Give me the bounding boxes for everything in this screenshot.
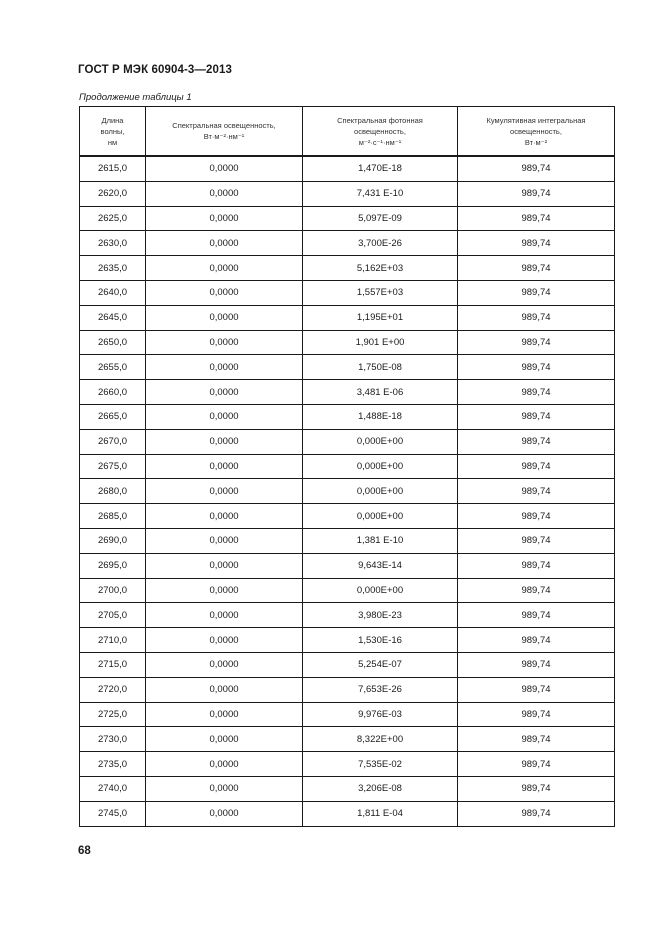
- cell-cumulative-irradiance: 989,74: [458, 355, 615, 380]
- table-row: [80, 727, 615, 752]
- cell-wavelength: 2615,0: [80, 156, 146, 181]
- cell-cumulative-irradiance: 989,74: [458, 528, 615, 553]
- cell-cumulative-irradiance: 989,74: [458, 553, 615, 578]
- cell-photon-irradiance: 9,643Е-14: [303, 553, 458, 578]
- cell-spectral-irradiance: 0,0000: [146, 702, 303, 727]
- cell-spectral-irradiance: 0,0000: [146, 553, 303, 578]
- cell-spectral-irradiance: 0,0000: [146, 355, 303, 380]
- cell-cumulative-irradiance: 989,74: [458, 256, 615, 281]
- cell-photon-irradiance: 7,535Е-02: [303, 752, 458, 777]
- cell-wavelength: 2675,0: [80, 454, 146, 479]
- table-row: [80, 429, 615, 454]
- cell-photon-irradiance: 5,254Е-07: [303, 652, 458, 677]
- cell-photon-irradiance: 3,206Е-08: [303, 776, 458, 801]
- header-line: Вт·м⁻²·нм⁻¹: [203, 132, 245, 141]
- cell-wavelength: 2645,0: [80, 305, 146, 330]
- cell-wavelength: 2655,0: [80, 355, 146, 380]
- table-row: [80, 404, 615, 429]
- cell-spectral-irradiance: 0,0000: [146, 330, 303, 355]
- cell-photon-irradiance: 0,000Е+00: [303, 504, 458, 529]
- cell-spectral-irradiance: 0,0000: [146, 801, 303, 826]
- table-caption: Продолжение таблицы 1: [79, 92, 192, 103]
- cell-spectral-irradiance: 0,0000: [146, 280, 303, 305]
- cell-cumulative-irradiance: 989,74: [458, 280, 615, 305]
- table-row: [80, 752, 615, 777]
- cell-spectral-irradiance: 0,0000: [146, 776, 303, 801]
- table-row: [80, 305, 615, 330]
- table-row: [80, 231, 615, 256]
- cell-photon-irradiance: 1,530Е-16: [303, 628, 458, 653]
- table-row: [80, 677, 615, 702]
- table-row: [80, 702, 615, 727]
- cell-wavelength: 2720,0: [80, 677, 146, 702]
- cell-wavelength: 2625,0: [80, 206, 146, 231]
- cell-wavelength: 2635,0: [80, 256, 146, 281]
- table-row: [80, 801, 615, 826]
- cell-spectral-irradiance: 0,0000: [146, 454, 303, 479]
- cell-cumulative-irradiance: 989,74: [458, 628, 615, 653]
- cell-spectral-irradiance: 0,0000: [146, 181, 303, 206]
- table-row: [80, 206, 615, 231]
- table-row: [80, 479, 615, 504]
- table-row: [80, 603, 615, 628]
- table-row: [80, 578, 615, 603]
- cell-spectral-irradiance: 0,0000: [146, 380, 303, 405]
- cell-photon-irradiance: 0,000Е+00: [303, 479, 458, 504]
- cell-wavelength: 2730,0: [80, 727, 146, 752]
- header-cumulative-irradiance: [458, 107, 615, 157]
- cell-photon-irradiance: 3,700Е-26: [303, 231, 458, 256]
- header-line: Спектральная фотонная: [337, 115, 423, 125]
- cell-photon-irradiance: 0,000Е+00: [303, 429, 458, 454]
- header-wavelength: [80, 107, 146, 157]
- table-body: [80, 156, 615, 826]
- cell-cumulative-irradiance: 989,74: [458, 603, 615, 628]
- cell-photon-irradiance: 1,488Е-18: [303, 404, 458, 429]
- cell-wavelength: 2735,0: [80, 752, 146, 777]
- header-line: освещенность,: [510, 126, 562, 136]
- cell-cumulative-irradiance: 989,74: [458, 181, 615, 206]
- cell-cumulative-irradiance: 989,74: [458, 752, 615, 777]
- cell-spectral-irradiance: 0,0000: [146, 677, 303, 702]
- cell-spectral-irradiance: 0,0000: [146, 256, 303, 281]
- cell-cumulative-irradiance: 989,74: [458, 727, 615, 752]
- table-row: [80, 156, 615, 181]
- page-number: 68: [78, 845, 91, 857]
- cell-photon-irradiance: 5,162Е+03: [303, 256, 458, 281]
- cell-cumulative-irradiance: 989,74: [458, 702, 615, 727]
- cell-photon-irradiance: 3,980Е-23: [303, 603, 458, 628]
- cell-spectral-irradiance: 0,0000: [146, 528, 303, 553]
- header-line: нм: [107, 137, 118, 147]
- cell-photon-irradiance: 0,000Е+00: [303, 578, 458, 603]
- cell-cumulative-irradiance: 989,74: [458, 206, 615, 231]
- cell-cumulative-irradiance: 989,74: [458, 429, 615, 454]
- cell-cumulative-irradiance: 989,74: [458, 330, 615, 355]
- cell-wavelength: 2660,0: [80, 380, 146, 405]
- cell-photon-irradiance: 1,470Е-18: [303, 156, 458, 181]
- cell-photon-irradiance: 8,322Е+00: [303, 727, 458, 752]
- cell-spectral-irradiance: 0,0000: [146, 156, 303, 181]
- cell-photon-irradiance: 7,653Е-26: [303, 677, 458, 702]
- cell-spectral-irradiance: 0,0000: [146, 504, 303, 529]
- header-line: Спектральная освещенность,: [172, 121, 276, 130]
- table-row: [80, 652, 615, 677]
- spectral-irradiance-table: [79, 106, 615, 827]
- header-spectral-irradiance: [146, 107, 303, 157]
- cell-photon-irradiance: 9,976Е-03: [303, 702, 458, 727]
- cell-spectral-irradiance: 0,0000: [146, 628, 303, 653]
- cell-photon-irradiance: 5,097Е-09: [303, 206, 458, 231]
- cell-wavelength: 2705,0: [80, 603, 146, 628]
- cell-photon-irradiance: 1,750Е-08: [303, 355, 458, 380]
- cell-photon-irradiance: 1,381 Е-10: [303, 528, 458, 553]
- cell-wavelength: 2630,0: [80, 231, 146, 256]
- cell-cumulative-irradiance: 989,74: [458, 231, 615, 256]
- cell-cumulative-irradiance: 989,74: [458, 479, 615, 504]
- cell-wavelength: 2715,0: [80, 652, 146, 677]
- table-row: [80, 454, 615, 479]
- cell-cumulative-irradiance: 989,74: [458, 801, 615, 826]
- cell-cumulative-irradiance: 989,74: [458, 454, 615, 479]
- cell-spectral-irradiance: 0,0000: [146, 603, 303, 628]
- cell-wavelength: 2685,0: [80, 504, 146, 529]
- table-header: [80, 107, 615, 157]
- cell-photon-irradiance: 0,000Е+00: [303, 454, 458, 479]
- cell-wavelength: 2740,0: [80, 776, 146, 801]
- cell-cumulative-irradiance: 989,74: [458, 578, 615, 603]
- cell-cumulative-irradiance: 989,74: [458, 305, 615, 330]
- cell-wavelength: 2695,0: [80, 553, 146, 578]
- header-line: волны,: [100, 126, 125, 136]
- cell-spectral-irradiance: 0,0000: [146, 578, 303, 603]
- cell-wavelength: 2650,0: [80, 330, 146, 355]
- cell-cumulative-irradiance: 989,74: [458, 156, 615, 181]
- header-line: Вт·м⁻²: [524, 137, 548, 147]
- cell-wavelength: 2680,0: [80, 479, 146, 504]
- cell-spectral-irradiance: 0,0000: [146, 652, 303, 677]
- table-row: [80, 776, 615, 801]
- table-row: [80, 181, 615, 206]
- header-line: освещенность,: [354, 126, 406, 136]
- cell-cumulative-irradiance: 989,74: [458, 504, 615, 529]
- cell-wavelength: 2620,0: [80, 181, 146, 206]
- table-row: [80, 553, 615, 578]
- cell-photon-irradiance: 1,557Е+03: [303, 280, 458, 305]
- table-row: [80, 280, 615, 305]
- table-row: [80, 330, 615, 355]
- header-photon-irradiance: [303, 107, 458, 157]
- header-line: Длина: [101, 115, 124, 125]
- cell-spectral-irradiance: 0,0000: [146, 305, 303, 330]
- cell-wavelength: 2640,0: [80, 280, 146, 305]
- cell-cumulative-irradiance: 989,74: [458, 380, 615, 405]
- cell-wavelength: 2710,0: [80, 628, 146, 653]
- table-row: [80, 628, 615, 653]
- header-row: [80, 107, 615, 157]
- cell-spectral-irradiance: 0,0000: [146, 206, 303, 231]
- table-row: [80, 528, 615, 553]
- cell-spectral-irradiance: 0,0000: [146, 752, 303, 777]
- cell-photon-irradiance: 1,195Е+01: [303, 305, 458, 330]
- table-row: [80, 256, 615, 281]
- header-line: Кумулятивная интегральная: [486, 115, 586, 125]
- table-row: [80, 355, 615, 380]
- cell-photon-irradiance: 1,901 Е+00: [303, 330, 458, 355]
- cell-wavelength: 2670,0: [80, 429, 146, 454]
- cell-cumulative-irradiance: 989,74: [458, 677, 615, 702]
- cell-wavelength: 2725,0: [80, 702, 146, 727]
- cell-wavelength: 2690,0: [80, 528, 146, 553]
- cell-spectral-irradiance: 0,0000: [146, 429, 303, 454]
- cell-photon-irradiance: 1,811 Е-04: [303, 801, 458, 826]
- cell-wavelength: 2745,0: [80, 801, 146, 826]
- document-title: ГОСТ Р МЭК 60904-3—2013: [78, 64, 232, 76]
- cell-spectral-irradiance: 0,0000: [146, 404, 303, 429]
- cell-spectral-irradiance: 0,0000: [146, 727, 303, 752]
- cell-photon-irradiance: 3,481 Е-06: [303, 380, 458, 405]
- cell-spectral-irradiance: 0,0000: [146, 479, 303, 504]
- table-row: [80, 504, 615, 529]
- cell-photon-irradiance: 7,431 Е-10: [303, 181, 458, 206]
- cell-cumulative-irradiance: 989,74: [458, 404, 615, 429]
- header-line: м⁻²·с⁻¹·нм⁻¹: [358, 137, 402, 147]
- table-row: [80, 380, 615, 405]
- cell-cumulative-irradiance: 989,74: [458, 652, 615, 677]
- cell-cumulative-irradiance: 989,74: [458, 776, 615, 801]
- cell-wavelength: 2665,0: [80, 404, 146, 429]
- cell-spectral-irradiance: 0,0000: [146, 231, 303, 256]
- cell-wavelength: 2700,0: [80, 578, 146, 603]
